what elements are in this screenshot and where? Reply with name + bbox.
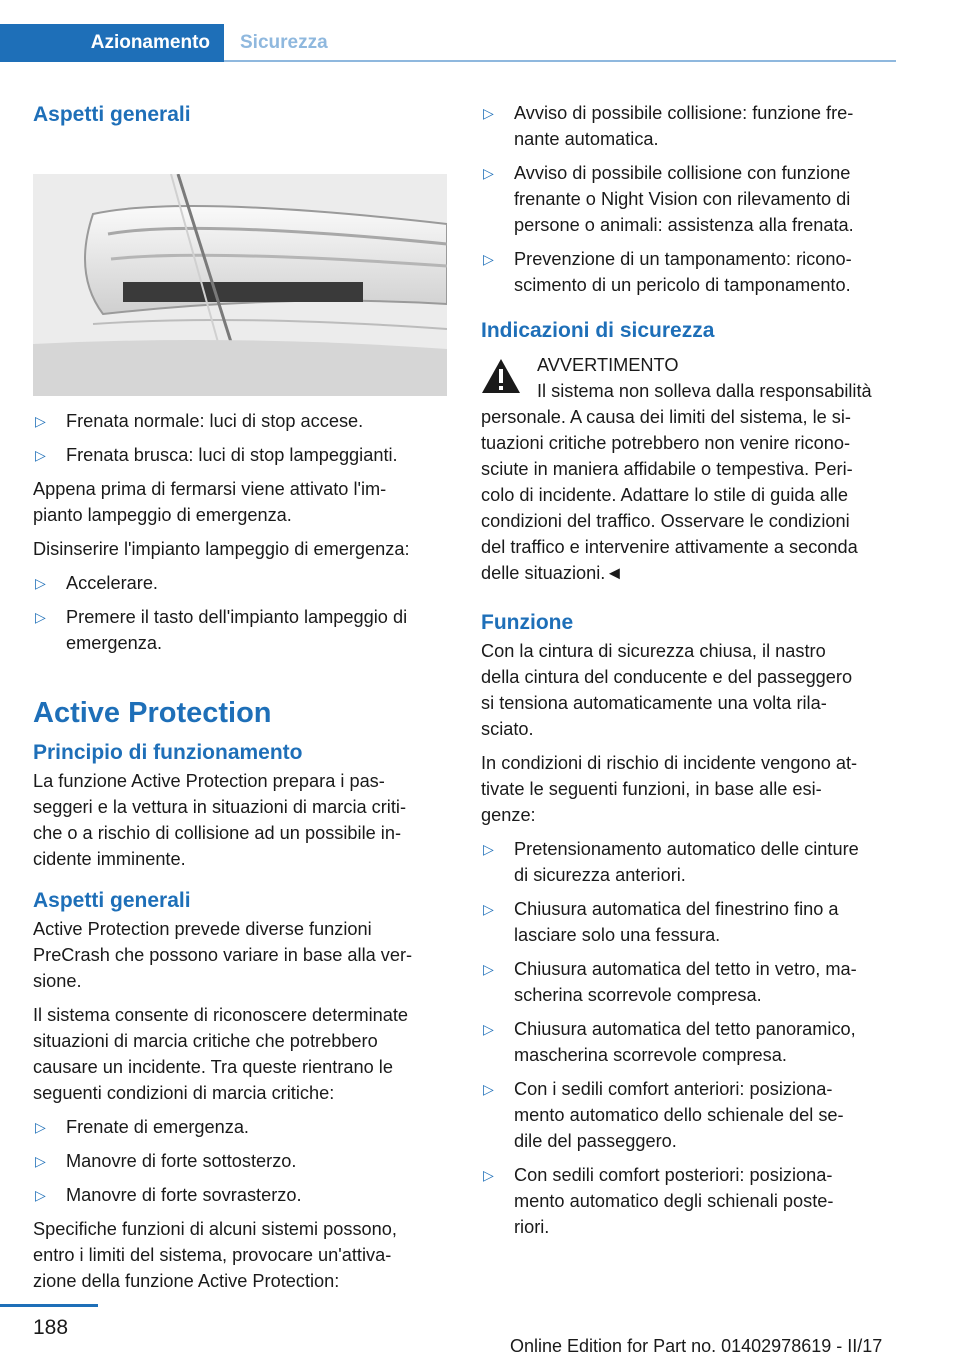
list-item: ▷ Con sedili comfort posteriori: posiziona- mento automatico degli schienali poste- riori. [481, 1162, 897, 1240]
header-rule [224, 60, 896, 62]
heading-active-protection: Active Protection [33, 697, 272, 729]
list-item: ▷ Frenate di emergenza. [33, 1114, 449, 1140]
tab-sicurezza[interactable]: Sicurezza [240, 32, 328, 53]
paragraph: In condizioni di rischio di incidente vengono at- tivate le seguenti funzioni, in base alle esi- genze: [481, 753, 858, 825]
paragraph: Active Protection prevede diverse funzioni PreCrash che possono variare in base alla ver- sione. [33, 919, 413, 991]
triangle-right-icon: ▷ [483, 1021, 494, 1037]
list-item: ▷ Pretensionamento automatico delle cinture di sicurezza anteriori. [481, 836, 897, 888]
list-item: ▷ Avviso di possibile collisione: funzione fre- nante automatica. [481, 100, 897, 152]
left-column [33, 100, 449, 1302]
triangle-right-icon: ▷ [35, 1187, 46, 1203]
heading-aspetti-generali-2: Aspetti generali [33, 889, 191, 912]
brake-bullets [33, 408, 449, 468]
triangle-right-icon: ▷ [483, 1081, 494, 1097]
warning-title: AVVERTIMENTO [537, 355, 679, 375]
page-number: 188 [33, 1316, 69, 1339]
triangle-right-icon: ▷ [483, 105, 494, 121]
list-item: ▷ Chiusura automatica del tetto panoramico, mascherina scorrevole compresa. [481, 1016, 897, 1068]
brake-light-illustration [33, 174, 447, 396]
triangle-right-icon: ▷ [483, 961, 494, 977]
tab-azionamento[interactable]: Azionamento [0, 24, 224, 62]
list-item: ▷ Manovre di forte sovrasterzo. [33, 1182, 449, 1208]
triangle-right-icon: ▷ [483, 901, 494, 917]
warning-text-first: Il sistema non solleva dalla responsabilità [537, 381, 872, 401]
heading-funzione: Funzione [481, 611, 574, 634]
list-item: ▷ Avviso di possibile collisione con funzione frenante o Night Vision con rilevamento di persone o animali: assistenza alla frenata. [481, 160, 897, 238]
list-item: ▷ Frenata brusca: luci di stop lampeggianti. [33, 442, 449, 468]
paragraph: Con la cintura di sicurezza chiusa, il nastro della cintura del conducente e del passeggero si tensiona automaticamente una volta rila- sciato. [481, 641, 853, 739]
list-item: ▷ Prevenzione di un tamponamento: ricono- scimento di un pericolo di tamponamento. [481, 246, 897, 298]
list-item: ▷ Frenata normale: luci di stop accese. [33, 408, 449, 434]
paragraph: Il sistema consente di riconoscere determinate situazioni di marcia critiche che potrebbero causare un incidente. Tra queste rientrano le seguenti condizioni di marcia critiche: [33, 1005, 409, 1103]
triangle-right-icon: ▷ [35, 447, 46, 463]
heading-principio: Principio di funzionamento [33, 741, 303, 764]
triangle-right-icon: ▷ [483, 251, 494, 267]
edition-note: Online Edition for Part no. 01402978619 - II/17 [510, 1336, 883, 1356]
hazard-bullets [33, 570, 449, 656]
list-item: ▷ Manovre di forte sottosterzo. [33, 1148, 449, 1174]
collision-bullets [481, 100, 897, 298]
tail-light-image [33, 174, 447, 396]
footer-rule [0, 1304, 98, 1307]
triangle-right-icon: ▷ [483, 1167, 494, 1183]
warning-triangle-icon [481, 358, 521, 394]
list-item: ▷ Premere il tasto dell'impianto lampeggio di emergenza. [33, 604, 449, 656]
critical-conditions-bullets [33, 1114, 449, 1208]
triangle-right-icon: ▷ [35, 575, 46, 591]
triangle-right-icon: ▷ [483, 165, 494, 181]
list-item: ▷ Accelerare. [33, 570, 449, 596]
heading-aspetti-generali-1: Aspetti generali [33, 103, 191, 126]
heading-indicazioni-sicurezza: Indicazioni di sicurezza [481, 319, 715, 342]
paragraph: Appena prima di fermarsi viene attivato l'im- pianto lampeggio di emergenza. [33, 479, 387, 525]
triangle-right-icon: ▷ [35, 1119, 46, 1135]
paragraph: Disinserire l'impianto lampeggio di emergenza: [33, 539, 410, 559]
page-header [0, 0, 960, 62]
paragraph: Specifiche funzioni di alcuni sistemi possono, entro i limiti del sistema, provocare un'attiva- zione della funzione Active Protection: [33, 1219, 397, 1291]
warning-box [481, 352, 897, 586]
triangle-right-icon: ▷ [483, 841, 494, 857]
right-column [481, 100, 897, 1248]
warning-text: personale. A causa dei limiti del sistema, le si- tuazioni critiche potrebbero non venire ricono- sciute in maniera affidabile o tempestiva. Peri- colo di incidente. Adattare lo stile di guida alle condizioni del traffico. Osservare le condizioni del traffico e intervenire attivamente a seconda delle situazioni.◄ [481, 407, 858, 583]
triangle-right-icon: ▷ [35, 609, 46, 625]
triangle-right-icon: ▷ [35, 1153, 46, 1169]
list-item: ▷ Con i sedili comfort anteriori: posiziona- mento automatico dello schienale del se- dile del passeggero. [481, 1076, 897, 1154]
paragraph: La funzione Active Protection prepara i pas- seggeri e la vettura in situazioni di marcia criti- che o a rischio di collisione ad un possibile in- cidente imminente. [33, 771, 406, 869]
functions-bullets [481, 836, 897, 1240]
list-item: ▷ Chiusura automatica del finestrino fino a lasciare solo una fessura. [481, 896, 897, 948]
triangle-right-icon: ▷ [35, 413, 46, 429]
list-item: ▷ Chiusura automatica del tetto in vetro, ma- scherina scorrevole compresa. [481, 956, 897, 1008]
